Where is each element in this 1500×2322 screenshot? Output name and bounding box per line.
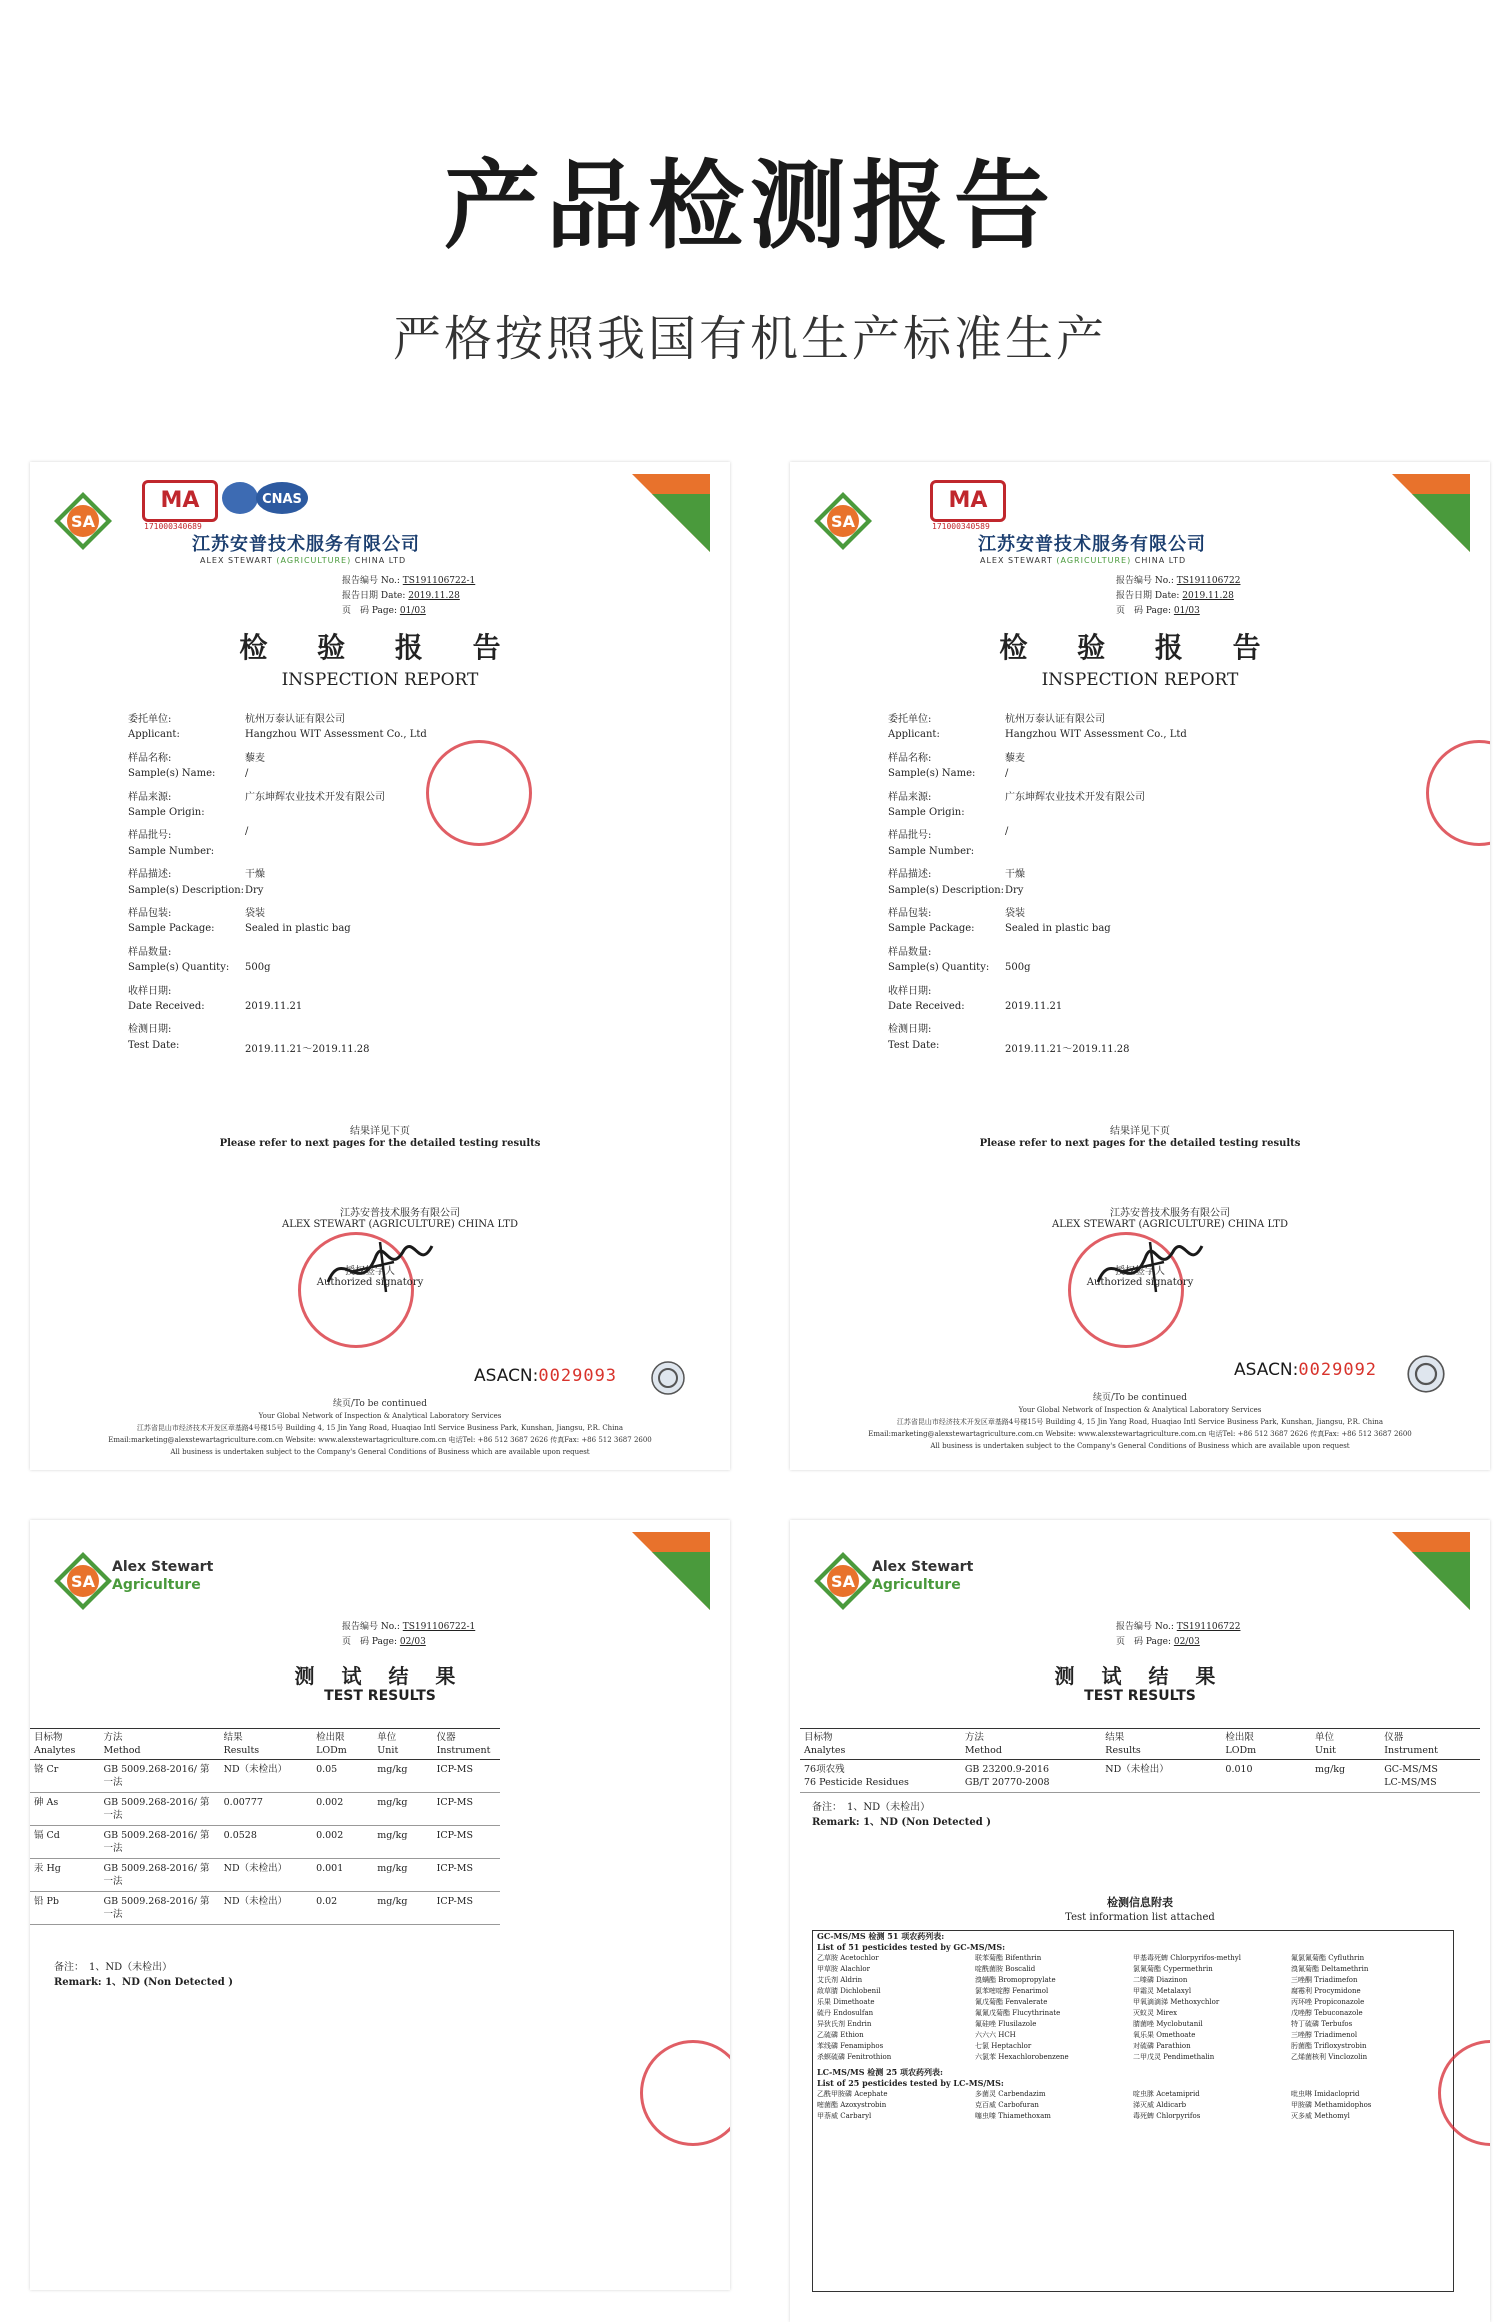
list-item: 对硫磷 Parathion [1133,2042,1191,2050]
corner-triangle-icon [632,474,710,552]
field-label: 收样日期: [128,985,172,997]
gc-pesticide-list [813,1953,1453,2063]
test-results-sheet-2 [790,1520,1490,2322]
list-item: 氰戊菊酯 Fenvalerate [975,1998,1048,2006]
field-label: 委托单位: [888,714,932,725]
field-label: Test Date: [128,1039,180,1051]
ma-cert-badge: MA [930,480,1006,522]
list-item: 噻虫嗪 Thiamethoxam [975,2112,1051,2120]
field-value: Hangzhou WIT Assessment Co., Ltd [245,729,427,741]
result-note-en: Please refer to next pages for the detailed testing results [979,1138,1301,1149]
results-remark: 备注： 1、ND（未检出） Remark: 1、ND (Non Detected ) [54,1962,233,1988]
list-item: 涕灭威 Aldicarb [1133,2101,1187,2109]
field-label: Sample(s) Description: [888,884,1005,896]
list-item: 腐霉利 Procymidone [1291,1987,1361,1995]
list-item: 七氯 Heptachlor [975,2042,1032,2050]
result-note-cn: 结果详见下页 [1110,1126,1170,1137]
list-item: 乙硫磷 Ethion [817,2031,864,2039]
table-row: 汞 Hg GB 5009.268-2016/ 第一法 ND（未检出） 0.001 mg/kg ICP-MS [30,1859,500,1892]
field-label: 样品来源: [128,791,172,803]
list-item: 丙环唑 Propiconazole [1291,1998,1365,2006]
table-row: 铬 Cr GB 5009.268-2016/ 第一法 ND（未检出） 0.05 mg/kg ICP-MS [30,1760,500,1793]
field-label: Date Received: [888,1001,965,1012]
field-value: 广东坤辉农业技术开发有限公司 [1005,791,1145,803]
list-item: 苯线磷 Fenamiphos [817,2042,884,2050]
results-table-1 [30,1728,500,1925]
field-label: 样品批号: [888,830,932,842]
list-item: 三唑酮 Triadimefon [1291,1976,1358,1984]
list-item: 杀螟硫磷 Fenitrothion [817,2053,892,2061]
field-value: 藜麦 [245,752,265,764]
table-row: 76项农残 76 Pesticide Residues GB 23200.9-2016 GB/T 20770-2008 ND（未检出） 0.010 mg/kg GC-MS/MS LC-MS/MS [800,1760,1480,1793]
results-title-en: TEST RESULTS [1084,1688,1196,1704]
list-item: 溴螨酯 Bromopropylate [975,1976,1056,1984]
field-value: 500g [1005,962,1031,974]
list-item: 克百威 Carbofuran [975,2101,1039,2109]
field-label: Applicant: [888,729,940,741]
list-item: 多菌灵 Carbendazim [975,2090,1046,2098]
field-label: Sample Number: [128,845,215,857]
field-label: Sample Package: [888,923,975,935]
results-title-cn: 测 试 结 果 [1054,1664,1226,1688]
report-footer: 续页/To be continued Your Global Network of Inspection & Analytical Laboratory Services 江苏省昆山市经济技术开发区章基路4号楼15号 Building 4, 15 Jin Yang Road, Huaqiao Intl Service Business Park, Kunshan, Jiangsu, P.R. China Email:marketing@alexstewartagriculture.com.cn Website: www.alexstewartagriculture.com.cn 电话Tel: +86 512 3687 2626 传真Fax: +86 512 3687 2600 All business is undertaken subject to the Company's General Conditions of Business which are available upon request [108,1399,652,1456]
inspection-report-sheet-2 [790,462,1490,1470]
col-method: 方法 Method [961,1729,1101,1760]
col-results: 结果 Results [1101,1729,1221,1760]
field-label: Sample Number: [888,845,975,857]
company-name-cn: 江苏安普技术服务有限公司 [978,534,1206,555]
field-label: Sample(s) Quantity: [128,962,230,974]
asa-logo-icon [52,490,114,552]
field-label: Sample Origin: [888,807,965,818]
asa-logo-icon [812,1550,874,1612]
list-item: 甲萘威 Carbaryl [817,2112,872,2120]
field-value: Dry [1005,884,1024,896]
ma-cert-number: 171000340589 [932,522,990,531]
list-item: 甲霜灵 Metalaxyl [1133,1987,1192,1995]
field-label: 样品数量: [888,946,932,958]
field-label: Sample(s) Name: [128,768,216,780]
list-item: 三唑醇 Triadimenol [1291,2031,1358,2039]
table-row: 铅 Pb GB 5009.268-2016/ 第一法 ND（未检出） 0.02 mg/kg ICP-MS [30,1892,500,1925]
field-value: 杭州万泰认证有限公司 [245,714,345,725]
list-item: 甲基毒死蜱 Chlorpyrifos-methyl [1133,1954,1241,1962]
list-item: 特丁硫磷 Terbufos [1291,2020,1353,2028]
list-item: 氧乐果 Omethoate [1133,2031,1196,2039]
list-item: 嘧菌酯 Azoxystrobin [817,2101,887,2109]
field-label: 样品数量: [128,946,172,958]
field-label: Sample(s) Quantity: [888,962,990,974]
list-item: 敌草腈 Dichlobenil [817,1987,881,1995]
list-item: 腈菌唑 Myclobutanil [1133,2020,1203,2028]
list-item: 甲胺磷 Methamidophos [1291,2101,1372,2109]
page-subtitle: 严格按照我国有机生产标准生产 [392,311,1107,367]
list-item: 氟硅唑 Flusilazole [975,2020,1037,2028]
col-instrument: 仪器 Instrument [1380,1729,1480,1760]
field-value: 广东坤辉农业技术开发有限公司 [245,791,385,803]
brand-name: Alex Stewart Agriculture [872,1559,974,1593]
svg-text:SA: SA [71,512,95,531]
report-meta: 报告编号 No.: TS191106722 报告日期 Date: 2019.11.28 页 码 Page: 01/03 [1116,576,1241,616]
field-value: 袋装 [1005,908,1025,919]
svg-text:SA: SA [831,1572,855,1591]
field-value: 干燥 [1005,869,1025,881]
list-item: 氯苯嘧啶醇 Fenarimol [975,1987,1049,1995]
field-label: 样品批号: [128,830,172,842]
list-item: 乙草胺 Acetochlor [817,1954,879,1962]
field-value: / [245,826,249,838]
list-item: 肟菌酯 Trifloxystrobin [1291,2042,1367,2050]
list-item: 乙酰甲胺磷 Acephate [817,2090,888,2098]
table-row: 砷 As GB 5009.268-2016/ 第一法 0.00777 0.002 mg/kg ICP-MS [30,1793,500,1826]
svg-text:SA: SA [71,1572,95,1591]
field-label: 样品包装: [128,908,172,919]
col-instrument: 仪器 Instrument [433,1729,500,1760]
asacn-seal-icon [1406,1354,1446,1394]
inspection-report-sheet-1 [30,462,730,1470]
results-table-2 [800,1728,1480,1793]
field-label: 样品名称: [128,752,172,764]
results-title-en: TEST RESULTS [324,1688,436,1704]
company-name-cn: 江苏安普技术服务有限公司 [192,534,420,555]
corner-triangle-icon [1392,474,1470,552]
table-row: 镉 Cd GB 5009.268-2016/ 第一法 0.0528 0.002 mg/kg ICP-MS [30,1826,500,1859]
field-value: 2019.11.21 [1005,1001,1063,1012]
cnas-logo-icon [220,478,310,524]
field-label: Sample(s) Description: [128,884,245,896]
authorized-signatory: 授权签字人 Authorized signatory [1086,1266,1194,1288]
report-title-cn: 检 验 报 告 [999,631,1281,664]
ma-cert-badge: MA [142,480,218,522]
field-label: Sample Package: [128,923,215,935]
list-item: 吡虫啉 Imidacloprid [1291,2090,1360,2098]
list-item: 灭多威 Methomyl [1291,2112,1350,2120]
field-label: Date Received: [128,1001,205,1012]
report-title-en: INSPECTION REPORT [1041,670,1239,690]
list-item: 二嗪磷 Diazinon [1133,1976,1188,1984]
results-title-cn: 测 试 结 果 [294,1664,466,1688]
field-label: Sample(s) Name: [888,768,976,780]
list-item: 啶酰菌胺 Boscalid [975,1965,1036,1973]
report-meta: 报告编号 No.: TS191106722 页 码 Page: 02/03 [1116,1622,1241,1647]
col-lod: 检出限 LODm [1221,1729,1311,1760]
field-value: 2019.11.21 [245,1001,303,1012]
field-label: 样品来源: [888,791,932,803]
report-meta: 报告编号 No.: TS191106722-1 页 码 Page: 02/03 [342,1622,476,1647]
asa-logo-icon [812,490,874,552]
company-seal [640,2040,730,2146]
company-name-en: ALEX STEWART (AGRICULTURE) CHINA LTD [980,556,1187,565]
col-unit: 单位 Unit [1311,1729,1380,1760]
field-value: 袋装 [245,908,265,919]
ma-cert-number: 171000340689 [144,522,202,531]
field-label: Test Date: [888,1039,940,1051]
list-item: 灭蚁灵 Mirex [1133,2009,1178,2017]
field-label: 样品包装: [888,908,932,919]
report-meta: 报告编号 No.: TS191106722-1 报告日期 Date: 2019.11.28 页 码 Page: 01/03 [342,576,476,616]
page-title: 产品检测报告 [444,150,1056,262]
field-label: 样品描述: [888,869,932,881]
col-results: 结果 Results [220,1729,312,1760]
col-method: 方法 Method [100,1729,220,1760]
list-item: 异狄氏剂 Endrin [817,2020,872,2028]
field-label: 样品描述: [128,869,172,881]
list-item: 甲氧滴滴涕 Methoxychlor [1133,1998,1220,2006]
company-name-en: ALEX STEWART (AGRICULTURE) CHINA LTD [200,556,407,565]
field-label: Applicant: [128,729,180,741]
lc-pesticide-list [813,2089,1453,2122]
field-label: 样品名称: [888,752,932,764]
asacn-number: ASACN:0029092 [1234,1360,1378,1380]
list-item: 乙烯菌核利 Vinclozolin [1291,2053,1368,2061]
field-value: 干燥 [245,869,265,881]
cnas-text: CNAS [262,492,302,507]
list-item: 六六六 HCH [975,2031,1016,2039]
field-value: 500g [245,962,271,974]
list-item: 氯氰菊酯 Cypermethrin [1133,1965,1213,1973]
test-results-sheet-1 [30,1520,730,2290]
list-item: 二甲戊灵 Pendimethalin [1133,2053,1215,2061]
field-value: 2019.11.21～2019.11.28 [245,1043,370,1055]
report-title-en: INSPECTION REPORT [281,670,479,690]
field-value: Dry [245,884,264,896]
result-note-en: Please refer to next pages for the detailed testing results [219,1138,541,1149]
field-label: 委托单位: [128,714,172,725]
list-item: 氟氯氰菊酯 Cyfluthrin [1291,1954,1365,1962]
list-item: 戊唑醇 Tebuconazole [1291,2009,1363,2017]
report-title-cn: 检 验 报 告 [239,631,521,664]
list-item: 联苯菊酯 Bifenthrin [975,1954,1042,1962]
field-label: 检测日期: [128,1024,172,1036]
corner-triangle-icon [632,1532,710,1610]
asacn-number: ASACN:0029093 [474,1366,618,1386]
col-lod: 检出限 LODm [312,1729,373,1760]
list-item: 溴氰菊酯 Deltamethrin [1291,1965,1369,1973]
field-value: Sealed in plastic bag [1005,923,1111,935]
signer-block: 江苏安普技术服务有限公司 ALEX STEWART (AGRICULTURE) CHINA LTD [1052,1208,1288,1230]
asa-logo-icon [52,1550,114,1612]
svg-text:SA: SA [831,512,855,531]
field-label: 收样日期: [888,985,932,997]
list-item: 六氯苯 Hexachlorobenzene [975,2053,1069,2061]
field-value: / [1005,826,1009,838]
field-value: 杭州万泰认证有限公司 [1005,714,1105,725]
corner-triangle-icon [1392,1532,1470,1610]
pesticide-info-box: GC-MS/MS 检测 51 项农药列表: List of 51 pesticides tested by GC-MS/MS: 乙草胺 Acetochlor 联苯菊酯 Bifenthrin 甲基毒死蜱 Chlorpyrifos-methyl 氟氯氰菊酯 Cyfluthrin 甲草胺 Alachlor 啶酰菌胺 Boscalid 氯氰菊酯 Cypermethrin 溴氰菊酯 Deltamethrin 艾氏剂 Aldrin 溴螨酯 Bromopropylate 二嗪磷 Diazinon 三唑酮 Triadimefon 敌草腈 Dichlobenil 氯苯嘧啶醇 Fenarimol 甲霜灵 Metalaxyl 腐霉利 Procymidone 乐果 Dimethoate 氰戊菊酯 Fenvalerate 甲氧滴滴涕 Methoxychlor 丙环唑 Propiconazole 硫丹 Endosulfan 氟氰戊菊酯 Flucythrinate 灭蚁灵 Mirex 戊唑醇 Tebuconazole 异狄氏剂 Endrin 氟硅唑 Flusilazole 腈菌唑 Myclobutanil 特丁硫磷 Terbufos 乙硫磷 Ethion 六六六 HCH 氧乐果 Omethoate 三唑醇 Triadimenol 苯线磷 Fenamiphos 七氯 Heptachlor 对硫磷 Parathion 肟菌酯 Trifloxystrobin 杀螟硫磷 Fenitrothion 六氯苯 Hexachlorobenzene 二甲戊灵 Pendimethalin 乙烯菌核利 Vinclozolin LC-MS/MS 检测 25 项农药列表: List of 25 pesticides tested by LC-MS/MS: 乙酰甲胺磷 Acephate 多菌灵 Carbendazim 啶虫脒 Acetamiprid 吡虫啉 Imidacloprid 嘧菌酯 Azoxystrobin 克百威 Carbofuran 涕灭威 Aldicarb 甲胺磷 Methamidophos 甲萘威 Carbaryl 噻虫嗪 Thiamethoxam 毒死蜱 Chlorpyrifos 灭多威 Methomyl [812,1930,1454,2292]
field-value: / [245,768,249,780]
info-title-cn: 检测信息附表 [1107,1896,1173,1909]
col-analytes: 目标物 Analytes [800,1729,961,1760]
field-value: 2019.11.21～2019.11.28 [1005,1043,1130,1055]
company-seal [1426,740,1490,846]
results-remark: 备注： 1、ND（未检出） Remark: 1、ND (Non Detected ) [812,1802,991,1828]
field-value: Sealed in plastic bag [245,923,351,935]
list-item: 氟氰戊菊酯 Flucythrinate [975,2009,1061,2017]
field-label: 检测日期: [888,1024,932,1036]
field-value: 藜麦 [1005,752,1025,764]
field-value: Hangzhou WIT Assessment Co., Ltd [1005,729,1187,741]
company-seal [426,740,532,846]
field-value: / [1005,768,1009,780]
field-label: Sample Origin: [128,807,205,818]
asacn-seal-icon [650,1360,686,1396]
info-title-en: Test information list attached [1065,1912,1215,1923]
col-unit: 单位 Unit [373,1729,432,1760]
list-item: 毒死蜱 Chlorpyrifos [1133,2112,1201,2120]
brand-name: Alex Stewart Agriculture [112,1559,214,1593]
list-item: 甲草胺 Alachlor [817,1965,870,1973]
col-analytes: 目标物 Analytes [30,1729,100,1760]
report-footer: 续页/To be continued Your Global Network of Inspection & Analytical Laboratory Services 江苏省昆山市经济技术开发区章基路4号楼15号 Building 4, 15 Jin Yang Road, Huaqiao Intl Service Business Park, Kunshan, Jiangsu, P.R. China Email:marketing@alexstewartagriculture.com.cn Website: www.alexstewartagriculture.com.cn 电话Tel: +86 512 3687 2626 传真Fax: +86 512 3687 2600 All business is undertaken subject to the Company's General Conditions of Business which are available upon request [868,1393,1412,1450]
list-item: 乐果 Dimethoate [817,1998,875,2006]
authorized-signatory: 授权签字人 Authorized signatory [316,1266,424,1288]
result-note-cn: 结果详见下页 [350,1126,410,1137]
list-item: 艾氏剂 Aldrin [817,1976,863,1984]
list-item: 硫丹 Endosulfan [817,2009,874,2017]
list-item: 啶虫脒 Acetamiprid [1133,2090,1200,2098]
signer-block: 江苏安普技术服务有限公司 ALEX STEWART (AGRICULTURE) CHINA LTD [282,1208,518,1230]
